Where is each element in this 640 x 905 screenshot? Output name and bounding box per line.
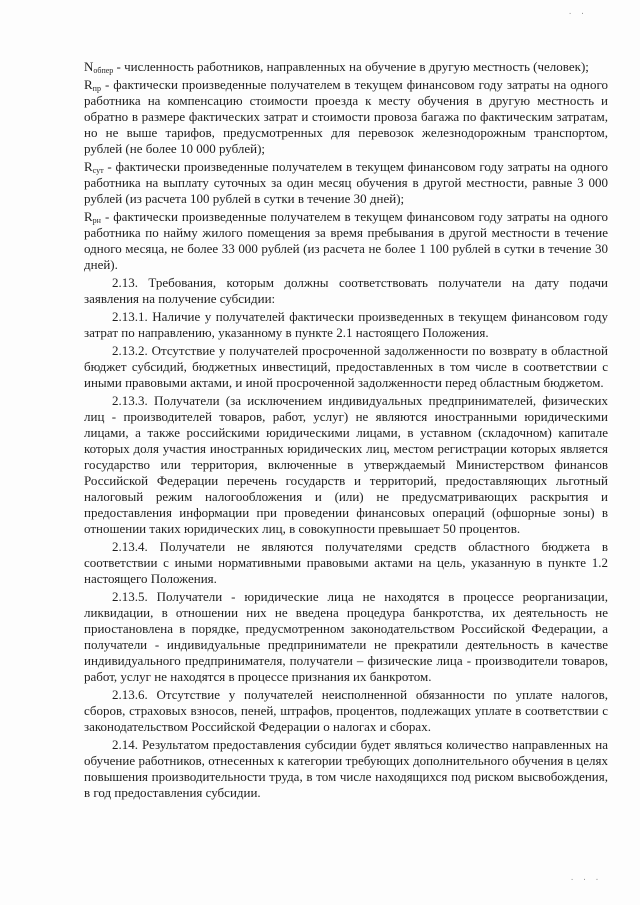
document-body (84, 59, 608, 801)
scan-mark-bottom: · · · (570, 876, 602, 884)
definition-r-pr (84, 77, 608, 157)
section-2-13-1: 2.13.1. Наличие у получателей фактически произведенных в текущем финансовом году затрат по направлению, указанному в пункте 2.1 настоящего Положения. (84, 309, 608, 340)
symbol: $R_{пр}$ (84, 77, 101, 93)
section-2-13-2: 2.13.2. Отсутствие у получателей просроченной задолженности по возврату в областной бюджет субсидий, бюджетных инвестиций, предоставленных в том числе в соответствии с иными правовыми актами, и иной просроченной задолженности перед областным бюджетом. (84, 343, 608, 390)
definition-r-sut (84, 159, 608, 207)
scan-mark-top: · · (568, 10, 587, 18)
section-2-14: 2.14. Результатом предоставления субсидии будет являться количество направленных на обучение работников, отнесенных к категории требующих дополнительного обучения в целях повышения производительности труда, в том числе находящихся под риском высвобождения, в год предоставления субсидии. (84, 737, 608, 800)
symbol: $N_{обпер}$ (84, 59, 114, 75)
definition-text: - фактически произведенные получателем в текущем финансовом году затраты на одного работника по найму жилого помещения за время пребывания в другой местности в течение одного месяца, не более 33 000 рублей (из расчета не более 1 100 рублей в сутки в течение 30 дней). (84, 209, 608, 272)
symbol: $R_{сут}$ (84, 159, 104, 175)
definition-n-obper (84, 59, 608, 75)
definition-text: - фактически произведенные получателем в текущем финансовом году затраты на одного работника на выплату суточных за один месяц обучения в другой местности, равные 3 000 рублей (из расчета 100 рублей в сутки в течение 30 дней); (84, 159, 608, 206)
section-2-13-6: 2.13.6. Отсутствие у получателей неисполненной обязанности по уплате налогов, сборов, страховых взносов, пеней, штрафов, процентов, подлежащих уплате в соответствии с законодательством Российской Федерации о налогах и сборах. (84, 687, 608, 734)
symbol: $R_{рн}$ (84, 209, 101, 225)
section-2-13-5: 2.13.5. Получатели - юридические лица не находятся в процессе реорганизации, ликвидации, в отношении них не введена процедура банкротства, их деятельность не приостановлена в порядке, предусмотренном законодательством Российской Федерации, а получатели - индивидуальные предприниматели не прекратили деятельность в качестве индивидуального предпринимателя, получатели – физические лица - производители товаров, работ, услуг не находятся в процессе признания их банкротом. (84, 589, 608, 684)
definition-text: - численность работников, направленных на обучение в другую местность (человек); (113, 59, 589, 74)
section-2-13-4: 2.13.4. Получатели не являются получателями средств областного бюджета в соответствии с иными нормативными правовыми актами на цель, указанную в пункте 1.2 настоящего Положения. (84, 539, 608, 586)
definition-r-rn (84, 209, 608, 273)
section-2-13-3: 2.13.3. Получатели (за исключением индивидуальных предпринимателей, физических лиц - производителей товаров, работ, услуг) не являются иностранными юридическими лицами, а также российскими юридическими лицами, в уставном (складочном) капитале которых доля участия иностранных юридических лиц, местом регистрации которых является государство или территория, включенные в утверждаемый Министерством финансов Российской Федерации перечень государств и территорий, предоставляющих льготный налоговый режим налогообложения и (или) не предусматривающих раскрытия и предоставления информации при проведении финансовых операций (офшорные зоны) в отношении таких юридических лиц, в совокупности превышает 50 процентов. (84, 393, 608, 536)
definition-text: - фактически произведенные получателем в текущем финансовом году затраты на одного работника на компенсацию стоимости проезда к месту обучения в другую местность и обратно в размере фактических затрат и стоимости провоза багажа по фактическим затратам, но не выше тарифов, предусмотренных для перевозок железнодорожным транспортом, рублей (не более 10 000 рублей); (84, 77, 608, 156)
section-2-13: 2.13. Требования, которым должны соответствовать получатели на дату подачи заявления на получение субсидии: (84, 275, 608, 306)
